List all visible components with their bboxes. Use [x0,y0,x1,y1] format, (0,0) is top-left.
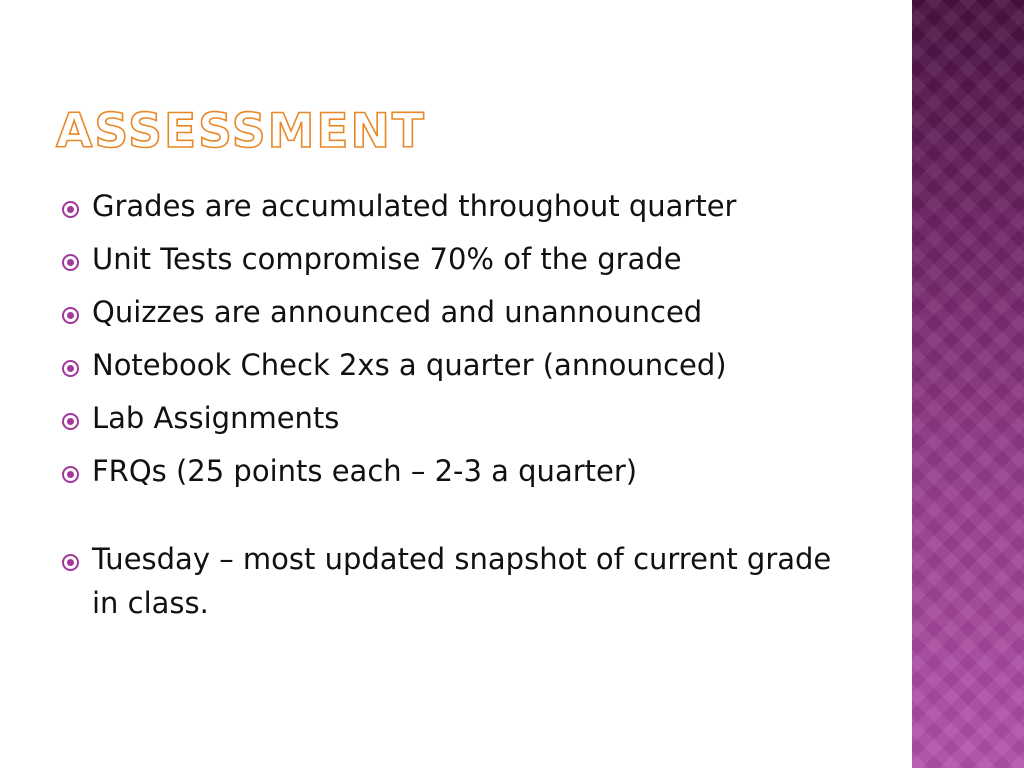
circled-dot-icon [62,413,79,430]
bullet-text: Unit Tests compromise 70% of the grade [92,242,682,276]
list-item [62,184,862,228]
list-item [62,396,862,440]
list-item [62,537,862,625]
circled-dot-icon [62,554,79,571]
bullet-text: Grades are accumulated throughout quarter [92,189,737,223]
list-item [62,449,862,493]
bullet-list [62,184,862,634]
circled-dot-icon [62,307,79,324]
circled-dot-icon [62,466,79,483]
circled-dot-icon [62,201,79,218]
slide-title: ASSESSMENT [56,104,426,159]
list-item [62,237,862,281]
list-item [62,290,862,334]
list-item [62,343,862,387]
circled-dot-icon [62,360,79,377]
bullet-text: Notebook Check 2xs a quarter (announced) [92,348,727,382]
bullet-text: Tuesday – most updated snapshot of current grade in class. [92,542,832,620]
bullet-text: Quizzes are announced and unannounced [92,295,703,329]
bullet-text: Lab Assignments [92,401,340,435]
bullet-text: FRQs (25 points each – 2-3 a quarter) [92,454,638,488]
circled-dot-icon [62,254,79,271]
decorative-side-band [912,0,1024,768]
